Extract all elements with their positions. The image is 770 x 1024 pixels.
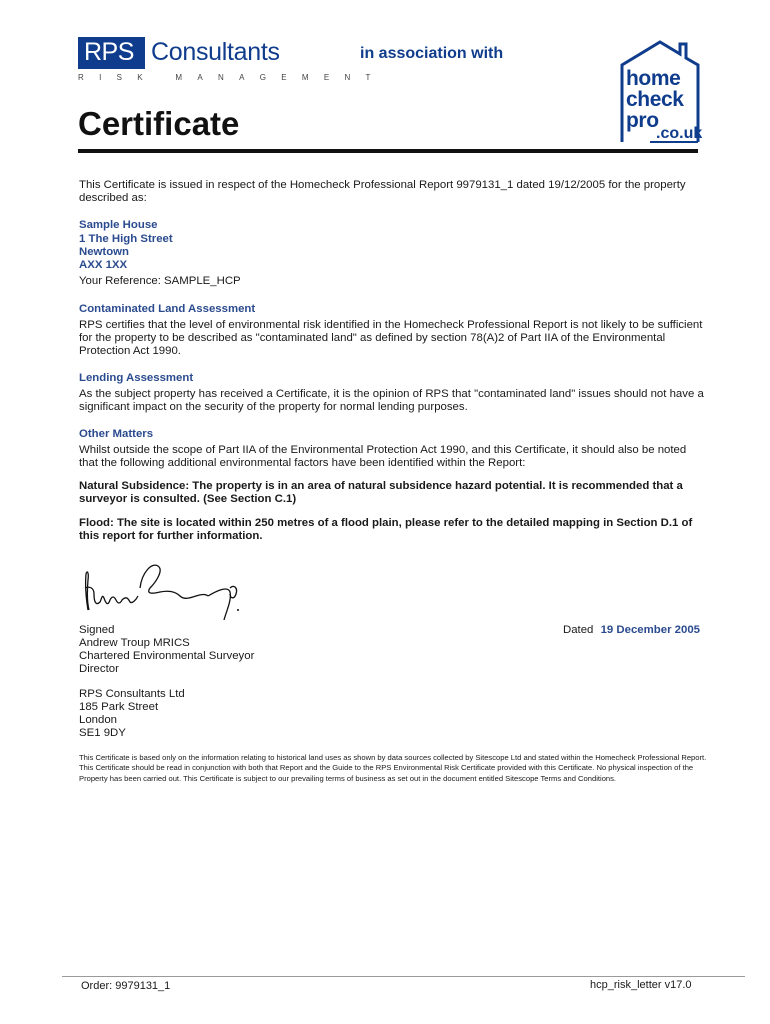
footer-divider [62, 976, 745, 977]
signed-label: Signed [79, 624, 115, 636]
signatory-name: Andrew Troup MRICS [79, 637, 190, 649]
rps-logo-box [78, 37, 145, 69]
section-heading: Lending Assessment [79, 372, 194, 384]
section-body: RPS certifies that the level of environmental risk identified in the Homecheck Professional Report is not likely to be sufficient for the property to be described as "contaminated land" as defined by section 78(A)2 of Part IIA of the Environmental Protection Act 1990. [79, 319, 703, 358]
disclaimer-text: This Certificate is based only on the information relating to historical land uses as shown by data sources collected by Sitescope Ltd and stated within the Homecheck Professional Report. This Certificate should be read in conjunction with both that Report and the Guide to the RPS Environmental Risk Certificate provided with this Certificate. No physical inspection of the Property has been carried out. This Certificate is subject to our prevailing terms of business as set out in the document entitled Sitescope Terms and Conditions. [79, 753, 707, 783]
homecheckpro-logo [620, 38, 703, 146]
title-divider [78, 149, 698, 153]
address-line: AXX 1XX [79, 259, 128, 271]
document-version: hcp_risk_letter v17.0 [590, 979, 692, 991]
dated-block [563, 624, 700, 637]
section-heading: Other Matters [79, 428, 154, 440]
handwritten-signature [80, 558, 250, 620]
logo-word-home: home [626, 67, 681, 90]
signatory-role: Chartered Environmental Surveyor [79, 650, 255, 662]
address-line: Sample House [79, 219, 158, 231]
section-body: As the subject property has received a Certificate, it is the opinion of RPS that "contaminated land" issues should not have a significant impact on the security of the property for normal lending purposes. [79, 388, 704, 414]
address-line: 1 The High Street [79, 233, 173, 245]
intro-paragraph: This Certificate is issued in respect of the Homecheck Professional Report 9979131_1 dated 19/12/2005 for the property described as: [79, 179, 686, 205]
company-address-line: 185 Park Street [79, 701, 159, 713]
logo-word-pro: pro [626, 109, 659, 132]
flood-note: Flood: The site is located within 250 metres of a flood plain, please refer to the detailed mapping in Section D.1 of this report for further information. [79, 517, 693, 543]
rps-consultants-logo [78, 37, 386, 85]
section-heading: Contaminated Land Assessment [79, 303, 256, 315]
rps-logo-name: Consultants [151, 38, 280, 66]
company-address-line: SE1 9DY [79, 727, 126, 739]
logo-word-check: check [626, 88, 684, 111]
section-body: Whilst outside the scope of Part IIA of the Environmental Protection Act 1990, and this Certificate, it should also be noted that the following additional environmental factors have been identified within the Report: [79, 444, 687, 470]
rps-logo-text: RPS [84, 38, 134, 66]
signatory-position: Director [79, 663, 119, 675]
page-title: Certificate [78, 105, 240, 142]
order-number: Order: 9979131_1 [81, 980, 171, 992]
rps-logo-subtitle: RISK MANAGEMENT [78, 73, 386, 82]
natural-subsidence-note: Natural Subsidence: The property is in an area of natural subsidence hazard potential. It is recommended that a surveyor is consulted. (See Section C.1) [79, 480, 683, 506]
address-line: Newtown [79, 246, 129, 258]
association-text: in association with [360, 45, 504, 62]
dated-label: Dated [563, 624, 594, 636]
logo-word-couk: .co.uk [656, 125, 703, 142]
your-reference: Your Reference: SAMPLE_HCP [79, 275, 241, 287]
company-address-line: RPS Consultants Ltd [79, 688, 185, 700]
dated-value: 19 December 2005 [600, 624, 701, 636]
company-address-line: London [79, 714, 118, 726]
